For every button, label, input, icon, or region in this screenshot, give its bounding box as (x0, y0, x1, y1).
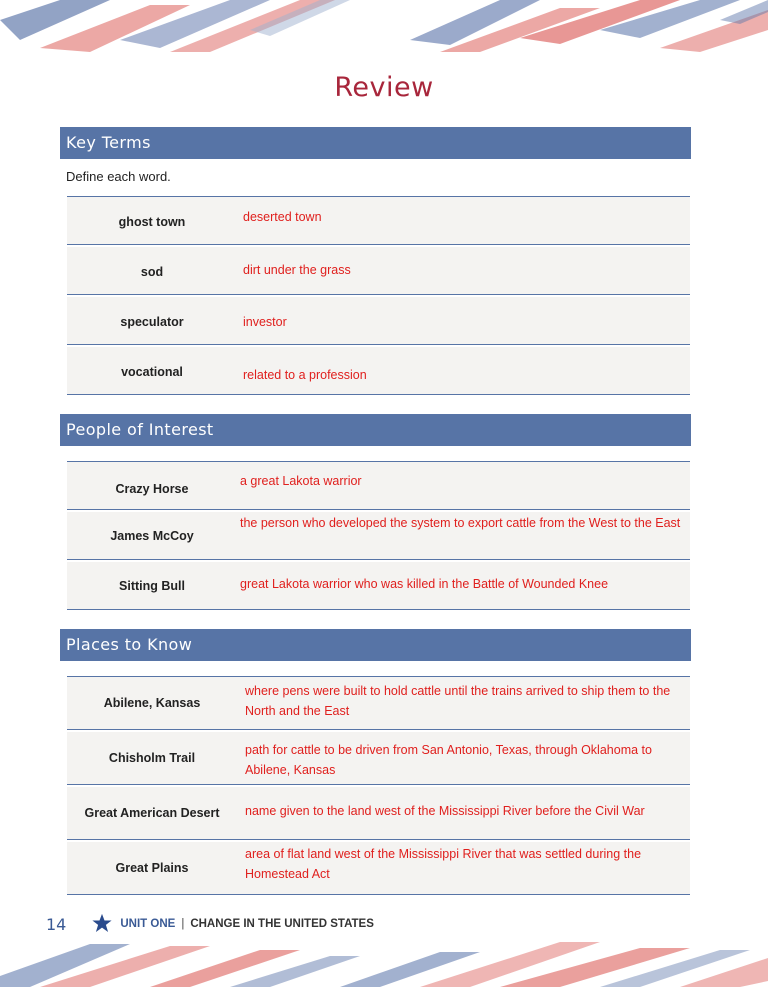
term-label: ghost town (118, 214, 186, 229)
people-table (67, 461, 690, 610)
unit-title: CHANGE IN THE UNITED STATES (190, 918, 374, 930)
term-label: vocational (121, 364, 183, 379)
definition-answer[interactable]: where pens were built to hold cattle until the trains arrived to ship them to the North and the East (245, 684, 671, 718)
person-name: Sitting Bull (119, 578, 185, 593)
definition-answer[interactable]: dirt under the grass (243, 263, 351, 277)
page-title: Review (334, 72, 434, 103)
definition-answer[interactable]: a great Lakota warrior (240, 474, 362, 488)
table-row (67, 297, 690, 345)
place-name: Abilene, Kansas (103, 696, 201, 710)
table-row (67, 512, 690, 560)
place-name: Great Plains (115, 861, 189, 875)
place-name: Chisholm Trail (108, 751, 196, 765)
table-row (67, 197, 690, 245)
definition-answer[interactable]: related to a profession (243, 368, 367, 382)
table-row (67, 732, 690, 785)
key-terms-table (67, 196, 690, 395)
definition-answer[interactable]: area of flat land west of the Mississippi River that was settled during the Homestead Act (245, 847, 642, 881)
term-label: sod (140, 264, 164, 279)
table-row (67, 842, 690, 895)
table-row (67, 677, 690, 730)
person-name: James McCoy (110, 528, 194, 543)
term-label: speculator (120, 314, 184, 329)
table-row (67, 462, 690, 510)
page-footer (46, 912, 374, 936)
table-row (67, 787, 690, 840)
table-row (67, 347, 690, 395)
bottom-flag-banner (0, 936, 768, 987)
star-icon (92, 913, 120, 936)
definition-answer[interactable]: investor (243, 315, 287, 329)
definition-answer[interactable]: name given to the land west of the Mississippi River before the Civil War (245, 804, 645, 818)
key-terms-header: Key Terms (60, 127, 691, 159)
places-header: Places to Know (60, 629, 691, 661)
definition-answer[interactable]: path for cattle to be driven from San Antonio, Texas, through Oklahoma to Abilene, Kansas (245, 743, 652, 777)
people-header: People of Interest (60, 414, 691, 446)
person-name: Crazy Horse (115, 481, 189, 496)
definition-answer[interactable]: deserted town (243, 210, 322, 224)
unit-label: UNIT ONE (120, 918, 176, 930)
table-row (67, 562, 690, 610)
top-flag-banner (0, 0, 768, 52)
place-name: Great American Desert (84, 806, 220, 820)
definition-answer[interactable]: the person who developed the system to export cattle from the West to the East (240, 516, 681, 530)
table-row (67, 247, 690, 295)
definition-answer[interactable]: great Lakota warrior who was killed in the Battle of Wounded Knee (240, 577, 609, 591)
page-number: 14 (46, 914, 67, 934)
places-table (67, 676, 690, 895)
footer-separator: | (181, 918, 185, 930)
instructions: Define each word. (66, 169, 171, 184)
